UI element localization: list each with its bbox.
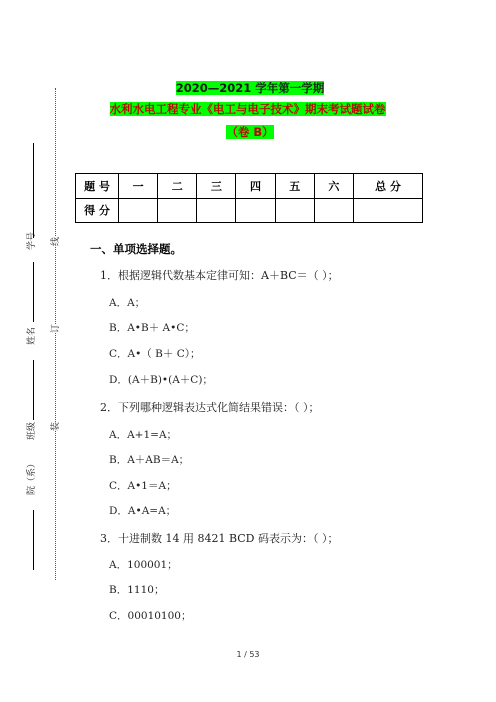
student-id-line bbox=[33, 143, 34, 238]
score-cell bbox=[158, 198, 197, 223]
header-cell: 三 bbox=[197, 174, 236, 199]
score-value-row bbox=[76, 198, 423, 223]
q1-option-b: B．A•B＋ A•C； bbox=[109, 322, 195, 334]
header-cell: 二 bbox=[158, 174, 197, 199]
score-cell bbox=[119, 198, 158, 223]
score-cell bbox=[236, 198, 275, 223]
score-header-row bbox=[76, 174, 423, 199]
name-label: 姓名 bbox=[27, 326, 37, 345]
exam-paper-label: （卷 B） bbox=[226, 125, 274, 139]
student-id-label: 学号 bbox=[27, 231, 37, 250]
class-label: 班级 bbox=[27, 421, 37, 440]
question-2: 2．下列哪种逻辑表达式化简结果错误：（ ）； bbox=[100, 401, 320, 414]
binding-dotted-line bbox=[55, 88, 56, 580]
section-heading: 一、单项选择题。 bbox=[90, 242, 182, 256]
q2-option-b: B．A＋AB＝A； bbox=[109, 454, 190, 466]
name-line bbox=[33, 262, 34, 322]
department-line bbox=[33, 510, 34, 570]
score-table bbox=[75, 173, 423, 223]
q1-option-d: D．(A＋B)•(A＋C)； bbox=[109, 374, 213, 386]
q1-option-c: C．A•（ B＋ C）； bbox=[109, 348, 201, 360]
q2-option-c: C．A•1＝A； bbox=[109, 480, 177, 492]
q3-option-a: A．100001； bbox=[109, 559, 178, 571]
cut-line-mark: 线 bbox=[48, 237, 61, 246]
exam-term-title: 2020—2021 学年第一学期 bbox=[175, 81, 325, 95]
question-1: 1．根据逻辑代数基本定律可知：A＋BC＝（ ）； bbox=[100, 269, 339, 282]
score-row-label: 得 分 bbox=[76, 198, 119, 223]
bind-mark: 订 bbox=[48, 324, 61, 333]
header-cell: 五 bbox=[275, 174, 314, 199]
exam-course-title: 水利水电工程专业《电工与电子技术》期末考试题试卷 bbox=[109, 102, 386, 116]
header-cell: 一 bbox=[119, 174, 158, 199]
q1-option-a: A．A； bbox=[109, 297, 146, 309]
question-3: 3．十进制数 14 用 8421 BCD 码表示为：（ ）； bbox=[100, 532, 339, 545]
header-cell: 题 号 bbox=[76, 174, 119, 199]
score-cell bbox=[197, 198, 236, 223]
q3-option-b: B．1110； bbox=[109, 584, 165, 596]
score-cell bbox=[354, 198, 423, 223]
header-cell: 六 bbox=[314, 174, 353, 199]
q2-option-d: D．A•A=A； bbox=[109, 505, 177, 517]
header-cell: 总 分 bbox=[354, 174, 423, 199]
page-number: 1 / 53 bbox=[236, 650, 260, 659]
class-line bbox=[33, 360, 34, 420]
score-cell bbox=[314, 198, 353, 223]
score-cell bbox=[275, 198, 314, 223]
q2-option-a: A．A+1=A； bbox=[109, 429, 178, 441]
q3-option-c: C．00010100； bbox=[109, 610, 192, 622]
header-cell: 四 bbox=[236, 174, 275, 199]
seal-mark: 装 bbox=[48, 422, 61, 431]
department-label: 院（系） bbox=[27, 458, 37, 495]
